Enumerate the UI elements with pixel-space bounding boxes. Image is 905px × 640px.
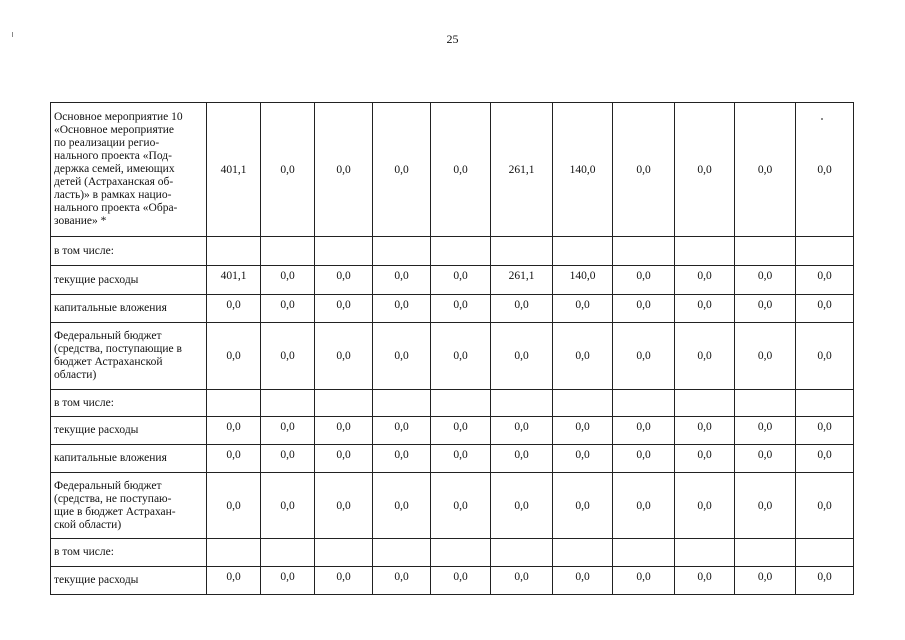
value-cell xyxy=(613,539,675,567)
value-cell xyxy=(373,539,431,567)
value-cell xyxy=(735,390,796,417)
row-label: в том числе: xyxy=(51,237,207,266)
value-cell: 261,1 xyxy=(491,266,553,295)
value-cell xyxy=(373,390,431,417)
value-cell xyxy=(315,237,373,266)
row-label xyxy=(51,323,207,390)
value-cell: 0,0 xyxy=(431,445,491,473)
value-cell: 0,0 xyxy=(431,323,491,390)
value-cell: 0,0 xyxy=(796,323,854,390)
row-label-line: бюджет Астраханской xyxy=(54,356,163,368)
value-cell: 0,0 xyxy=(675,417,735,445)
value-cell: 0,0 xyxy=(261,473,315,539)
row-label-line: ласть)» в рамках нацио- xyxy=(54,189,172,201)
value-cell: 0,0 xyxy=(613,266,675,295)
value-cell: 401,1 xyxy=(207,103,261,237)
value-cell: 0,0 xyxy=(207,295,261,323)
value-cell xyxy=(431,390,491,417)
value-cell: 0,0 xyxy=(613,103,675,237)
value-cell: 0,0 xyxy=(431,295,491,323)
value-cell: 0,0 xyxy=(491,473,553,539)
value-cell: 401,1 xyxy=(207,266,261,295)
row-label-line: щие в бюджет Астрахан- xyxy=(54,505,176,518)
table-row xyxy=(51,295,854,323)
value-cell: 0,0 xyxy=(431,567,491,595)
value-cell: 0,0 xyxy=(735,295,796,323)
value-cell: 0,0 xyxy=(613,417,675,445)
row-label-line: области) xyxy=(54,369,97,381)
value-cell xyxy=(735,539,796,567)
value-cell: 0,0 xyxy=(491,417,553,445)
value-cell: 0,0 xyxy=(553,323,613,390)
value-cell: 0,0 xyxy=(796,445,854,473)
table-row xyxy=(51,417,854,445)
value-cell xyxy=(491,539,553,567)
value-cell: 0,0 xyxy=(207,417,261,445)
table-row xyxy=(51,266,854,295)
value-cell: 0,0 xyxy=(553,295,613,323)
row-label: в том числе: xyxy=(51,390,207,417)
row-label-line: Федеральный бюджет xyxy=(54,479,162,492)
value-cell xyxy=(207,390,261,417)
value-cell: 0,0 xyxy=(373,323,431,390)
table-row xyxy=(51,539,854,567)
value-cell xyxy=(431,237,491,266)
value-cell xyxy=(207,539,261,567)
value-cell: 0,0 xyxy=(373,473,431,539)
value-cell xyxy=(261,390,315,417)
value-cell: 0,0 xyxy=(675,445,735,473)
row-label: текущие расходы xyxy=(51,266,207,295)
row-label-line: ской области) xyxy=(54,518,122,531)
value-cell: 0,0 xyxy=(261,445,315,473)
value-cell: 0,0 xyxy=(373,445,431,473)
row-label: текущие расходы xyxy=(51,417,207,445)
value-cell: 0,0 xyxy=(796,417,854,445)
value-cell: 0,0 xyxy=(315,445,373,473)
value-cell: 0,0 xyxy=(207,445,261,473)
table-row xyxy=(51,445,854,473)
value-cell xyxy=(491,390,553,417)
value-cell: 0,0 xyxy=(491,295,553,323)
value-cell: 0,0 xyxy=(431,103,491,237)
row-label: в том числе: xyxy=(51,539,207,567)
value-cell: 140,0 xyxy=(553,266,613,295)
table-row xyxy=(51,323,854,390)
value-cell xyxy=(613,237,675,266)
value-cell: 0,0 xyxy=(796,103,854,237)
value-cell: 0,0 xyxy=(261,103,315,237)
value-cell: 140,0 xyxy=(553,103,613,237)
value-cell xyxy=(553,390,613,417)
table-row xyxy=(51,567,854,595)
value-cell: 0,0 xyxy=(373,103,431,237)
value-cell: 0,0 xyxy=(491,567,553,595)
value-cell xyxy=(675,237,735,266)
value-cell: 0,0 xyxy=(491,445,553,473)
value-cell xyxy=(796,539,854,567)
value-cell: 0,0 xyxy=(553,473,613,539)
value-cell: 0,0 xyxy=(613,323,675,390)
value-cell xyxy=(553,237,613,266)
value-cell: 0,0 xyxy=(373,295,431,323)
value-cell: 0,0 xyxy=(373,567,431,595)
row-label: капитальные вложения xyxy=(51,445,207,473)
value-cell: 0,0 xyxy=(796,567,854,595)
value-cell: 0,0 xyxy=(315,103,373,237)
row-label-line: нального проекта «Обра- xyxy=(54,202,178,214)
value-cell: 0,0 xyxy=(315,417,373,445)
value-cell xyxy=(796,390,854,417)
value-cell: 0,0 xyxy=(315,567,373,595)
value-cell: 0,0 xyxy=(207,567,261,595)
value-cell: 0,0 xyxy=(735,473,796,539)
value-cell: 0,0 xyxy=(796,266,854,295)
row-label-line: (средства, не поступаю- xyxy=(54,492,172,505)
value-cell: 0,0 xyxy=(613,445,675,473)
value-cell: 0,0 xyxy=(207,323,261,390)
page-number: 25 xyxy=(446,32,459,46)
value-cell: 0,0 xyxy=(796,295,854,323)
value-cell xyxy=(735,237,796,266)
row-label-line: детей (Астраханская об- xyxy=(54,176,174,188)
value-cell: 0,0 xyxy=(315,323,373,390)
row-label: капитальные вложения xyxy=(51,295,207,323)
row-label-line: по реализации регио- xyxy=(54,137,160,149)
table-row xyxy=(51,390,854,417)
value-cell xyxy=(261,237,315,266)
budget-table xyxy=(50,102,854,595)
row-label-line: нального проекта «Под- xyxy=(54,150,172,162)
value-cell: 0,0 xyxy=(373,266,431,295)
value-cell: 0,0 xyxy=(735,323,796,390)
value-cell: 0,0 xyxy=(431,417,491,445)
value-cell xyxy=(675,539,735,567)
row-label xyxy=(51,473,207,539)
value-cell: 0,0 xyxy=(735,567,796,595)
value-cell: 0,0 xyxy=(675,295,735,323)
value-cell xyxy=(261,539,315,567)
value-cell: 0,0 xyxy=(675,473,735,539)
value-cell xyxy=(315,539,373,567)
value-cell: 0,0 xyxy=(491,323,553,390)
value-cell: 0,0 xyxy=(315,266,373,295)
value-cell: 261,1 xyxy=(491,103,553,237)
value-cell xyxy=(491,237,553,266)
value-cell xyxy=(553,539,613,567)
value-cell: 0,0 xyxy=(675,266,735,295)
value-cell: 0,0 xyxy=(675,323,735,390)
value-cell: 0,0 xyxy=(735,266,796,295)
row-label-line: Основное мероприятие 10 xyxy=(54,111,183,123)
value-cell: 0,0 xyxy=(735,103,796,237)
table-row xyxy=(51,473,854,539)
row-label-line: зование» * xyxy=(54,215,107,227)
value-cell: 0,0 xyxy=(553,417,613,445)
value-cell xyxy=(675,390,735,417)
row-label-line: (средства, поступающие в xyxy=(54,343,182,355)
value-cell: 0,0 xyxy=(261,295,315,323)
row-label-line: держка семей, имеющих xyxy=(54,163,175,175)
table-row xyxy=(51,103,854,237)
value-cell: 0,0 xyxy=(796,473,854,539)
value-cell: 0,0 xyxy=(613,567,675,595)
value-cell: 0,0 xyxy=(261,266,315,295)
value-cell: 0,0 xyxy=(735,417,796,445)
value-cell: 0,0 xyxy=(261,323,315,390)
table-row xyxy=(51,237,854,266)
row-label xyxy=(51,103,207,237)
value-cell: 0,0 xyxy=(675,567,735,595)
value-cell xyxy=(315,390,373,417)
value-cell: 0,0 xyxy=(261,417,315,445)
value-cell xyxy=(431,539,491,567)
value-cell: 0,0 xyxy=(431,266,491,295)
value-cell: 0,0 xyxy=(431,473,491,539)
value-cell xyxy=(796,237,854,266)
value-cell: 0,0 xyxy=(261,567,315,595)
row-label-line: «Основное мероприятие xyxy=(54,124,175,136)
value-cell: 0,0 xyxy=(613,473,675,539)
value-cell xyxy=(373,237,431,266)
value-cell: 0,0 xyxy=(315,295,373,323)
budget-table-body xyxy=(51,103,854,595)
value-cell: 0,0 xyxy=(207,473,261,539)
row-label: текущие расходы xyxy=(51,567,207,595)
value-cell: 0,0 xyxy=(735,445,796,473)
value-cell: 0,0 xyxy=(315,473,373,539)
value-cell: 0,0 xyxy=(613,295,675,323)
value-cell xyxy=(613,390,675,417)
value-cell: 0,0 xyxy=(675,103,735,237)
value-cell: 0,0 xyxy=(373,417,431,445)
value-cell: 0,0 xyxy=(553,567,613,595)
value-cell xyxy=(207,237,261,266)
value-cell: 0,0 xyxy=(553,445,613,473)
row-label-line: Федеральный бюджет xyxy=(54,330,162,342)
